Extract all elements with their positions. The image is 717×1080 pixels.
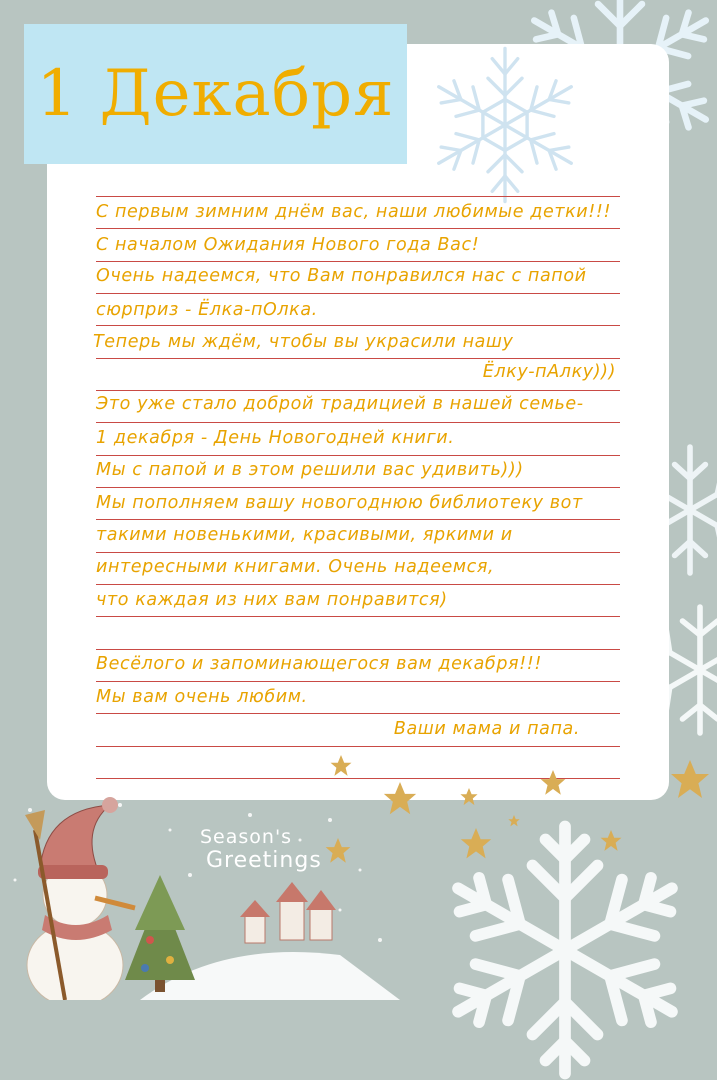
letter-line: Очень надеемся, что Вам понравился нас с папой (96, 266, 587, 286)
letter-line: Теперь мы ждём, чтобы вы украсили нашу (93, 332, 514, 352)
village-icon (240, 882, 336, 943)
star-icon (600, 830, 622, 852)
letter-line: Ёлку-пАлку))) (482, 362, 616, 382)
letter-line: Мы вам очень любим. (96, 687, 308, 707)
rule-line (96, 455, 620, 456)
rule-line (96, 487, 620, 488)
snowflake-icon (420, 40, 590, 210)
signature: Ваши мама и папа. (393, 719, 580, 739)
letter-line: сюрприз - Ёлка-пОлка. (96, 300, 318, 320)
rule-line (96, 196, 620, 197)
star-icon (670, 760, 710, 800)
star-icon (460, 828, 492, 860)
letter-line: что каждая из них вам понравится) (96, 590, 448, 610)
letter-line: Весёлого и запоминающегося вам декабря!!! (96, 654, 543, 674)
rule-line (96, 584, 620, 585)
rule-line (96, 681, 620, 682)
letter-line: Мы пополняем вашу новогоднюю библиотеку вот (96, 493, 583, 513)
rule-line (96, 358, 620, 359)
rule-line (96, 552, 620, 553)
letter-line: 1 декабря - День Новогодней книги. (96, 428, 455, 448)
letter-line: С началом Ожидания Нового года Вас! (96, 235, 480, 255)
rule-line (96, 390, 620, 391)
letter-line: С первым зимним днём вас, наши любимые детки!!! (96, 202, 612, 222)
letter-line: такими новенькими, красивыми, яркими и (96, 525, 513, 545)
rule-line (96, 713, 620, 714)
letter-line: Это уже стало доброй традицией в нашей семье- (96, 394, 584, 414)
seasons-greetings (200, 826, 322, 873)
rule-line (96, 519, 620, 520)
rule-line (96, 649, 620, 650)
rule-line (96, 228, 620, 229)
rule-line (96, 293, 620, 294)
greetings-line1: Season's (200, 826, 293, 848)
letter-line: интересными книгами. Очень надеемся, (96, 557, 495, 577)
rule-line (96, 261, 620, 262)
snowflake-icon (400, 820, 717, 1080)
star-icon (508, 815, 520, 827)
snowman-icon (25, 797, 135, 1000)
letter-line: Мы с папой и в этом решили вас удивить))) (96, 460, 524, 480)
rule-line (96, 616, 620, 617)
star-icon (460, 788, 478, 806)
rule-line (96, 746, 620, 747)
star-icon (540, 770, 566, 796)
rule-line (96, 325, 620, 326)
page-title: 1 Декабря (36, 57, 395, 131)
rule-line (96, 422, 620, 423)
star-icon (330, 755, 352, 777)
christmas-tree-icon (125, 875, 195, 992)
winter-scene (0, 790, 400, 1000)
greetings-line2: Greetings (206, 848, 322, 873)
